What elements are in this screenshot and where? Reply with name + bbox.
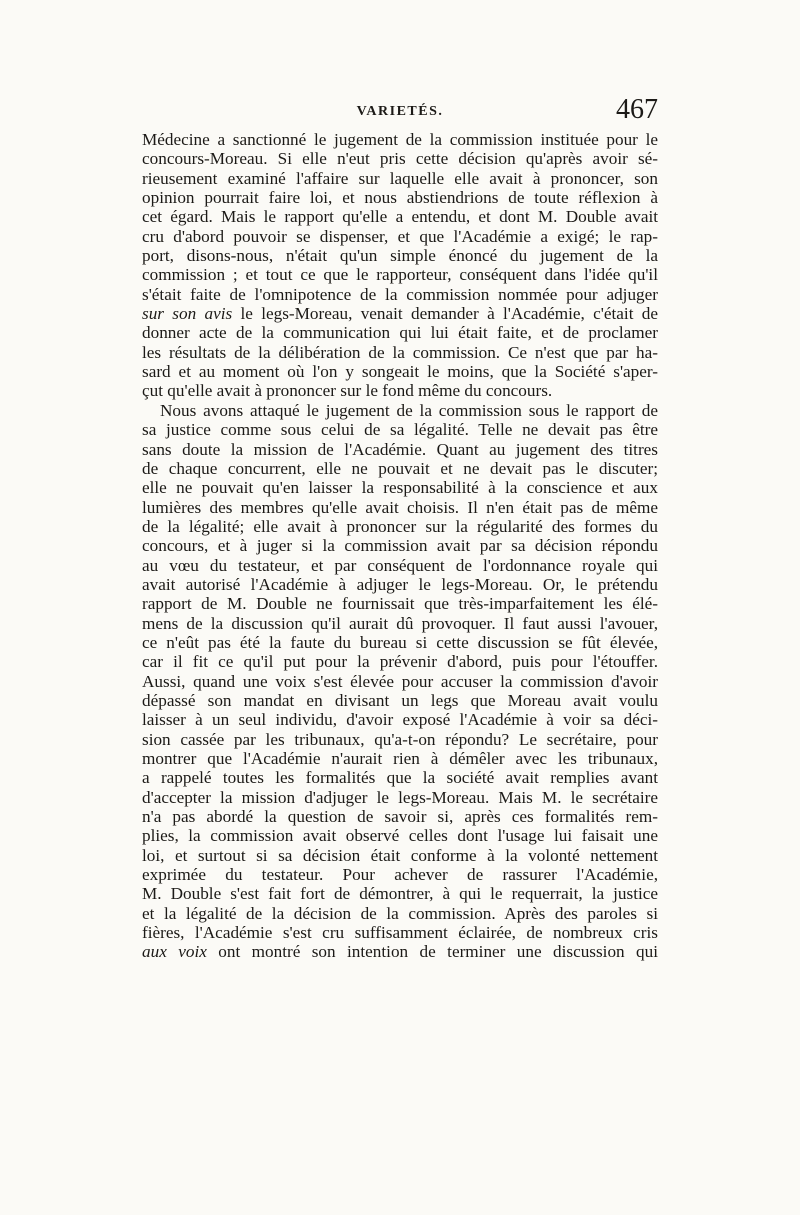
text-line: sa justice comme sous celui de sa légalité. Telle ne devait pas être — [142, 420, 658, 440]
text-line: et la légalité de la décision de la commission. Après des paroles si — [142, 903, 658, 923]
text-line: au vœu du testateur, et par conséquent de l'ordonnance royale qui — [142, 555, 658, 575]
text-line: donner acte de la communication qui lui était faite, et de proclamer — [142, 323, 658, 343]
text-line: çut qu'elle avait à prononcer sur le fond même du concours. — [142, 381, 553, 401]
text-line: exprimée du testateur. Pour achever de rassurer l'Académie, — [142, 865, 658, 885]
italic-phrase: aux voix — [142, 942, 207, 962]
running-title: VARIETÉS. — [356, 104, 444, 119]
text-line: sans doute la mission de l'Académie. Quant au jugement des titres — [142, 439, 658, 459]
text-line: mens de la discussion qu'il aurait dû provoquer. Il faut aussi l'avouer, — [142, 613, 658, 633]
text-line: de chaque concurrent, elle ne pouvait et ne devait pas le discuter; — [142, 458, 658, 478]
text-line: cru d'abord pouvoir se dispenser, et que l'Académie a exigé; le rap- — [142, 226, 658, 246]
text-line: fières, l'Académie s'est cru suffisamment éclairée, de nombreux cris — [142, 923, 658, 943]
text-line: lumières des membres qu'elle avait choisis. Il n'en était pas de même — [142, 497, 658, 517]
text-line: concours-Moreau. Si elle n'eut pris cette décision qu'après avoir sé- — [142, 149, 658, 169]
text-line: loi, et surtout si sa décision était conforme à la volonté nettement — [142, 845, 658, 865]
text-line: plies, la commission avait observé celles dont l'usage lui faisait une — [142, 826, 658, 846]
text-line: Médecine a sanctionné le jugement de la commission instituée pour le — [142, 130, 658, 149]
text-line: les résultats de la délibération de la commission. Ce n'est que par ha- — [142, 342, 658, 362]
page-number: 467 — [616, 94, 658, 125]
text-line — [142, 942, 658, 961]
text-line — [142, 304, 658, 323]
text-line: car il fit ce qu'il put pour la prévenir d'abord, puis pour l'étouffer. — [142, 652, 658, 672]
text-line: n'a pas abordé la question de savoir si, après ces formalités rem- — [142, 807, 658, 827]
text-line: cet égard. Mais le rapport qu'elle a entendu, et dont M. Double avait — [142, 207, 658, 227]
text-line: montrer que l'Académie n'aurait rien à démêler avec les tribunaux, — [142, 749, 658, 768]
text-line: s'était faite de l'omnipotence de la commission nommée pour adjuger — [142, 284, 658, 304]
text-line: dépassé son mandat en divisant un legs que Moreau avait voulu — [142, 690, 658, 710]
text-line: M. Double s'est fait fort de démontrer, à qui le requerrait, la justice — [142, 884, 658, 904]
text-line: avait autorisé l'Académie à adjuger le legs-Moreau. Or, le prétendu — [142, 574, 658, 594]
text-line: Nous avons attaqué le jugement de la commission sous le rapport de — [160, 400, 658, 420]
text-line: de la légalité; elle avait à prononcer sur la régularité des formes du — [142, 516, 658, 536]
text-line: elle ne pouvait qu'en laisser la responsabilité à la conscience et aux — [142, 478, 658, 498]
italic-phrase: sur son avis — [142, 304, 233, 324]
text-line: d'accepter la mission d'adjuger le legs-Moreau. Mais M. le secrétaire — [142, 787, 658, 807]
text-line: laisser à un seul individu, d'avoir exposé l'Académie à voir sa déci- — [142, 710, 658, 730]
body-text — [142, 130, 658, 962]
page-header — [142, 94, 658, 132]
text-line: Aussi, quand une voix s'est élevée pour accuser la commission d'avoir — [142, 671, 658, 691]
text-line: sion cassée par les tribunaux, qu'a-t-on répondu? Le secrétaire, pour — [142, 729, 658, 749]
text-line: rapport de M. Double ne fournissait que très-imparfaitement les élé- — [142, 594, 658, 614]
text-line: rieusement examiné l'affaire sur laquelle elle avait à prononcer, son — [142, 168, 658, 188]
text-line: opinion pourrait faire loi, et nous abstiendrions de toute réflexion à — [142, 188, 658, 208]
text-line: a rappelé toutes les formalités que la société avait remplies avant — [142, 768, 658, 788]
text-line: port, disons-nous, n'était qu'un simple énoncé du jugement de la — [142, 246, 658, 266]
text-line: ce n'eût pas été la faute du bureau si cette discussion se fût élevée, — [142, 632, 658, 652]
line-rest: le legs-Moreau, venait demander à l'Académie, c'était de — [240, 304, 659, 324]
text-line: concours, et à juger si la commission avait par sa décision répondu — [142, 536, 658, 556]
text-line: commission ; et tout ce que le rapporteur, conséquent dans l'idée qu'il — [142, 265, 658, 285]
line-rest: ont montré son intention de terminer une discussion qui — [218, 942, 659, 962]
text-line: sard et au moment où l'on y songeait le moins, que la Société s'aper- — [142, 362, 658, 382]
